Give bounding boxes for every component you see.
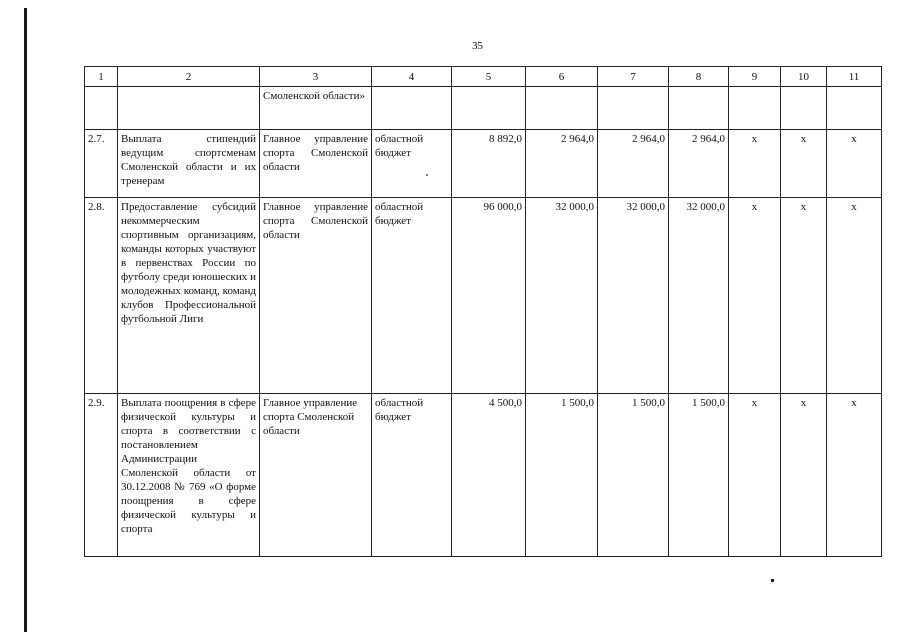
- item-name-cell: [118, 87, 260, 130]
- year2-amount-cell: [598, 87, 669, 130]
- table-row: [85, 87, 882, 130]
- total-amount-cell: 4 500,0: [452, 394, 526, 557]
- col11-cell: х: [827, 198, 882, 394]
- column-header: 4: [372, 67, 452, 87]
- year1-amount-cell: 32 000,0: [526, 198, 598, 394]
- col9-cell: х: [729, 130, 781, 198]
- funding-source-cell: областной бюджет: [372, 394, 452, 557]
- year3-amount-cell: 32 000,0: [669, 198, 729, 394]
- year2-amount-cell: 1 500,0: [598, 394, 669, 557]
- column-header: 8: [669, 67, 729, 87]
- col10-cell: [781, 87, 827, 130]
- scan-speck: [426, 174, 428, 176]
- item-number-cell: 2.7.: [85, 130, 118, 198]
- total-amount-cell: 96 000,0: [452, 198, 526, 394]
- funding-source-cell: областной бюджет: [372, 198, 452, 394]
- year3-amount-cell: [669, 87, 729, 130]
- column-header: 6: [526, 67, 598, 87]
- year1-amount-cell: 1 500,0: [526, 394, 598, 557]
- item-number-cell: 2.8.: [85, 198, 118, 394]
- col11-cell: х: [827, 130, 882, 198]
- item-number-cell: [85, 87, 118, 130]
- year1-amount-cell: 2 964,0: [526, 130, 598, 198]
- column-number-row: [85, 67, 882, 87]
- col11-cell: [827, 87, 882, 130]
- year2-amount-cell: 2 964,0: [598, 130, 669, 198]
- column-header: 9: [729, 67, 781, 87]
- item-name-cell: Выплата стипендий ведущим спортсменам Смоленской области и их тренерам: [118, 130, 260, 198]
- budget-table: [84, 66, 882, 557]
- item-name-cell: Выплата поощрения в сфере физической культуры и спорта в соответствии с постановлением Администрации Смоленской области от 30.12.2008 № 769 «О форме поощрения в сфере физической культуры и спорта: [118, 394, 260, 557]
- executor-cell: Главное управление спорта Смоленской области: [260, 130, 372, 198]
- col10-cell: х: [781, 198, 827, 394]
- col10-cell: х: [781, 130, 827, 198]
- scan-speck: [771, 579, 774, 582]
- col9-cell: х: [729, 394, 781, 557]
- year3-amount-cell: 1 500,0: [669, 394, 729, 557]
- year3-amount-cell: 2 964,0: [669, 130, 729, 198]
- column-header: 11: [827, 67, 882, 87]
- column-header: 1: [85, 67, 118, 87]
- column-header: 5: [452, 67, 526, 87]
- item-name-cell: Предоставление субсидий некоммерческим спортивным организациям, команды которых участвуют в первенствах России по футболу среди юношеских и молодежных команд, команд клубов Профессиональной футбольной Лиги: [118, 198, 260, 394]
- page-number: 35: [472, 40, 483, 52]
- column-header: 2: [118, 67, 260, 87]
- executor-cell: Смоленской области»: [260, 87, 372, 130]
- year2-amount-cell: 32 000,0: [598, 198, 669, 394]
- table-row: [85, 394, 882, 557]
- executor-cell: Главное управление спорта Смоленской области: [260, 394, 372, 557]
- column-header: 10: [781, 67, 827, 87]
- table-row: [85, 198, 882, 394]
- item-number-cell: 2.9.: [85, 394, 118, 557]
- executor-cell: Главное управление спорта Смоленской области: [260, 198, 372, 394]
- col10-cell: х: [781, 394, 827, 557]
- total-amount-cell: [452, 87, 526, 130]
- funding-source-cell: [372, 87, 452, 130]
- year1-amount-cell: [526, 87, 598, 130]
- col11-cell: х: [827, 394, 882, 557]
- table-row: [85, 130, 882, 198]
- column-header: 3: [260, 67, 372, 87]
- binding-edge-bar: [24, 8, 27, 632]
- col9-cell: х: [729, 198, 781, 394]
- funding-source-cell: областной бюджет: [372, 130, 452, 198]
- col9-cell: [729, 87, 781, 130]
- total-amount-cell: 8 892,0: [452, 130, 526, 198]
- column-header: 7: [598, 67, 669, 87]
